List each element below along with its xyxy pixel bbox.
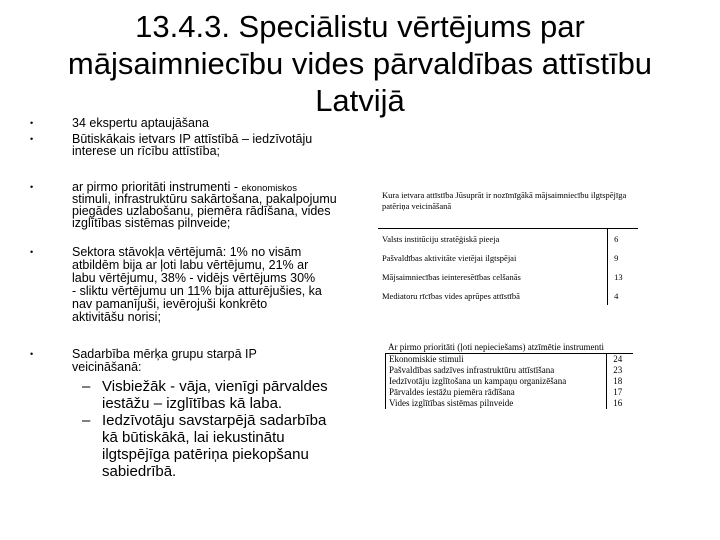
sub-bullet-1-line-2: iestāžu – izglītības kā laba. bbox=[102, 395, 283, 412]
bullet-4-line-2: atbildēm bija ar ļoti labu vērtējumu, 21% ar bbox=[72, 258, 309, 272]
sub-bullet-2-line-3: ilgtspējīga patēriņa piekopšanu bbox=[102, 446, 309, 463]
table-row bbox=[386, 354, 636, 365]
framework-table-header bbox=[378, 190, 638, 228]
table-row bbox=[378, 229, 638, 249]
bullet-marker: • bbox=[30, 349, 34, 359]
table-row bbox=[378, 286, 638, 305]
table-row bbox=[386, 387, 636, 398]
framework-table-header-line-2: patēriņa veicināšanā bbox=[382, 201, 452, 211]
row-label: Pašvaldības sadzīves infrastruktūru attīstīšana bbox=[386, 365, 607, 376]
bullet-3-lead: ar pirmo prioritāti instrumenti - bbox=[72, 180, 242, 194]
framework-table-body bbox=[378, 228, 638, 305]
bullet-3-line-2: stimuli, infrastruktūru sakārtošana, pakalpojumu bbox=[72, 192, 337, 206]
table-row bbox=[378, 267, 638, 286]
row-value: 23 bbox=[607, 365, 635, 376]
bullet-4-line-6: aktivitāšu norisi; bbox=[72, 310, 161, 324]
sub-bullet-2 bbox=[82, 412, 326, 480]
bullet-4-line-4: - sliktu vērtējumu un 11% bija atturējušies, ka bbox=[72, 284, 322, 298]
row-value: 9 bbox=[608, 248, 638, 267]
priority-instruments-table bbox=[385, 342, 635, 409]
row-label: Ekonomiskie stimuli bbox=[386, 354, 607, 365]
sub-bullet-2-line-2: kā būtiskākā, lai iekustinātu bbox=[102, 429, 285, 446]
row-value: 16 bbox=[607, 398, 635, 409]
bullet-5-line-1: Sadarbība mērķa grupu starpā IP bbox=[72, 347, 257, 361]
table-row bbox=[386, 398, 636, 409]
row-label: Pašvaldības aktivitāte vietējai ilgtspējai bbox=[382, 252, 517, 263]
priority-table-body bbox=[385, 354, 635, 409]
bullet-4-line-1: Sektora stāvokļa vērtējumā: 1% no visām bbox=[72, 245, 302, 259]
slide-title bbox=[30, 8, 690, 119]
bullet-1-text: 34 ekspertu aptaujāšana bbox=[72, 116, 209, 130]
sub-bullet-2-line-4: sabiedrībā. bbox=[102, 463, 177, 480]
bullet-2-line-2: interese un rīcību attīstība; bbox=[72, 144, 220, 158]
row-label: Vides izglītības sistēmas pilnveide bbox=[386, 398, 607, 409]
table-row bbox=[378, 248, 638, 267]
row-label: Valsts institūciju stratēģiskā pieeja bbox=[378, 229, 608, 249]
row-label: Pārvaldes iestāžu piemēra rādīšana bbox=[386, 387, 607, 398]
bullet-3-line-4: izglītības sistēmas pilnveide; bbox=[72, 216, 231, 230]
framework-table-header-line-1: Kura ietvara attīstība Jūsuprāt ir nozīmīgākā mājsaimniecību ilgtspējīga bbox=[382, 190, 627, 200]
row-value: 4 bbox=[608, 286, 638, 305]
row-label: Mediatoru rīcības vides aprūpes attīstībā bbox=[382, 290, 520, 301]
row-value: 18 bbox=[607, 376, 635, 387]
row-value: 24 bbox=[607, 354, 635, 365]
row-value: 6 bbox=[608, 229, 638, 249]
bullet-marker: • bbox=[30, 118, 34, 128]
sub-bullet-1 bbox=[82, 378, 328, 412]
bullet-3-line-3: piegādes uzlabošanu, piemēra rādīšana, vides bbox=[72, 204, 331, 218]
bullet-marker: • bbox=[30, 134, 34, 144]
bullet-marker: • bbox=[30, 247, 34, 257]
bullet-2-line-1: Būtiskākais ietvars IP attīstībā – iedzīvotāju bbox=[72, 132, 313, 146]
bullet-4-line-3: labu vērtējumu, 38% - vidējs vērtējums 30% bbox=[72, 271, 316, 285]
sub-bullet-dash: – bbox=[82, 378, 91, 395]
bullet-4-line-5: nav pamanījuši, ievērojuši konkrēto bbox=[72, 297, 268, 311]
title-line-2: mājsaimniecību vides pārvaldības attīstību bbox=[67, 46, 653, 81]
bullet-3-lead-small: ekonomiskos bbox=[241, 183, 297, 194]
table-row bbox=[386, 376, 636, 387]
title-line-3: Latvijā bbox=[315, 83, 405, 118]
row-label: Iedzīvotāju izglītošana un kampaņu organizēšana bbox=[386, 376, 607, 387]
title-line-1: 13.4.3. Speciālistu vērtējums par bbox=[135, 9, 585, 44]
table-row bbox=[386, 365, 636, 376]
row-value: 17 bbox=[607, 387, 635, 398]
sub-bullet-dash: – bbox=[82, 412, 91, 429]
sub-bullet-1-line-1: Visbiežāk - vāja, vienīgi pārvaldes bbox=[102, 378, 328, 395]
priority-table-header: Ar pirmo prioritāti (ļoti nepieciešams) atzīmētie instrumenti bbox=[385, 342, 633, 354]
sub-bullet-2-line-1: Iedzīvotāju savstarpējā sadarbība bbox=[102, 412, 327, 429]
row-label: Mājsaimniecības ieinteresētības celšanās bbox=[382, 271, 521, 282]
framework-table bbox=[378, 190, 638, 305]
row-value: 13 bbox=[608, 267, 638, 286]
bullet-marker: • bbox=[30, 182, 34, 192]
bullet-5-line-2: veicināšanā: bbox=[72, 360, 142, 374]
